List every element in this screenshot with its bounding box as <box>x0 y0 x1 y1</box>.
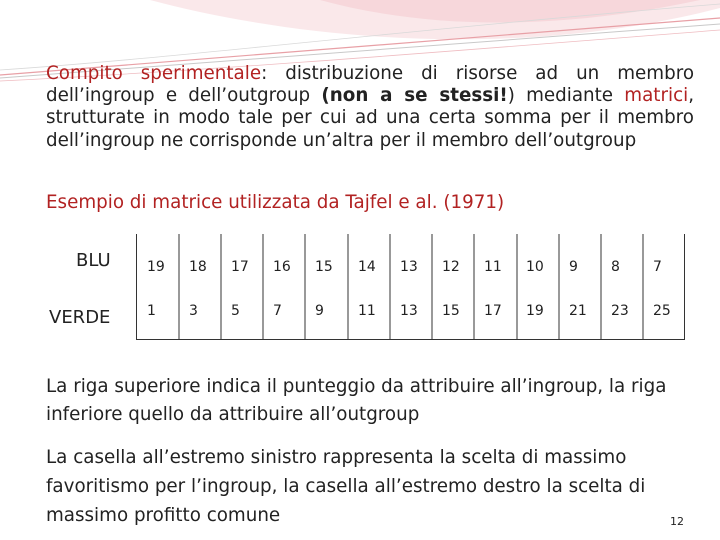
matrix-cell-blu: 12 <box>442 259 460 275</box>
matrix-cell-blu: 9 <box>569 259 578 275</box>
row-label-blu: BLU <box>76 250 111 271</box>
matrix-cell-blu: 8 <box>611 259 620 275</box>
task-description <box>46 63 694 152</box>
task-matrici: matrici <box>624 85 689 107</box>
task-emphasis: (non a se stessi! <box>321 85 508 107</box>
matrix-cell-blu: 16 <box>273 259 291 275</box>
matrix-column-lines <box>137 234 686 340</box>
matrix-cell-verde: 19 <box>526 303 544 319</box>
matrix-cell-verde: 25 <box>653 303 671 319</box>
matrix-cell-verde: 5 <box>231 303 240 319</box>
matrix-cell-blu: 7 <box>653 259 662 275</box>
matrix-cell-verde: 13 <box>400 303 418 319</box>
matrix-cell-blu: 11 <box>484 259 502 275</box>
matrix-cell-blu: 13 <box>400 259 418 275</box>
example-title: Esempio di matrice utilizzata da Tajfel e al. (1971) <box>46 192 505 213</box>
row-label-verde: VERDE <box>49 307 111 328</box>
matrix-cell-blu: 10 <box>526 259 544 275</box>
matrix-cell-verde: 15 <box>442 303 460 319</box>
matrix-cell-verde: 9 <box>315 303 324 319</box>
task-text-c: , strutturate in modo tale per cui ad una certa somma per il membro dell’ingroup ne corrisponde un’altra per il membro dell’outgroup <box>46 85 695 151</box>
page-number: 12 <box>670 515 684 528</box>
task-text-a: : distribuzione di risorse ad un membro dell’ingroup e dell’outgroup <box>46 63 695 107</box>
matrix-cell-blu: 19 <box>147 259 165 275</box>
task-text-b: ) mediante <box>507 85 625 107</box>
matrix-cell-blu: 17 <box>231 259 249 275</box>
matrix-cell-verde: 1 <box>147 303 156 319</box>
matrix-cell-verde: 3 <box>189 303 198 319</box>
matrix-cell-blu: 18 <box>189 259 207 275</box>
task-lead: Compito sperimentale <box>46 63 262 84</box>
matrix-cell-blu: 14 <box>358 259 376 275</box>
matrix-cell-verde: 7 <box>273 303 282 319</box>
extreme-cells-explanation: La casella all’estremo sinistro rappresenta la scelta di massimo favoritismo per l’ingroup, la casella all’estremo destro la scelta di massimo profitto comune <box>46 447 646 526</box>
matrix-cell-blu: 15 <box>315 259 333 275</box>
tajfel-matrix <box>136 234 685 340</box>
matrix-cell-verde: 23 <box>611 303 629 319</box>
row-explanation: La riga superiore indica il punteggio da attribuire all’ingroup, la riga inferiore quello da attribuire all’outgroup <box>46 376 667 425</box>
matrix-cell-verde: 11 <box>358 303 376 319</box>
matrix-cell-verde: 21 <box>569 303 587 319</box>
matrix-cell-verde: 17 <box>484 303 502 319</box>
